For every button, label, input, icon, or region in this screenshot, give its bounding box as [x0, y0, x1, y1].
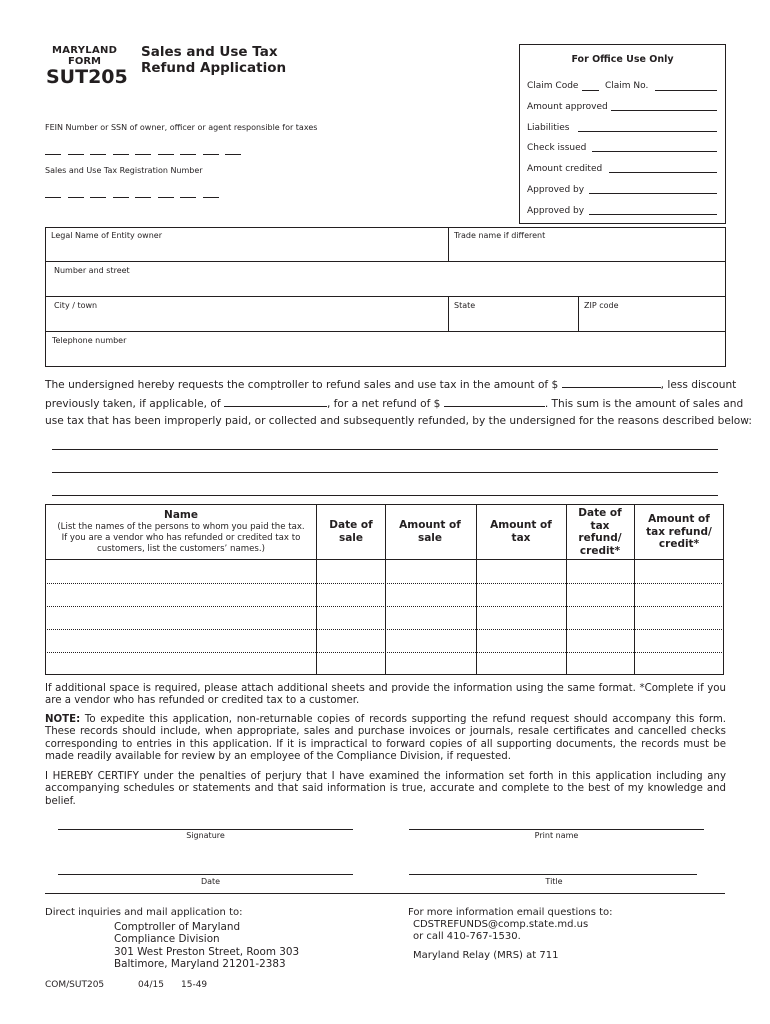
request-text: . This sum is the amount of sales and [544, 398, 744, 410]
request-line3: use tax that has been improperly paid, or collected and subsequently refunded, by the undersigned for the reasons described below: [45, 415, 752, 427]
fein-label: FEIN Number or SSN of owner, officer or agent responsible for taxes [45, 123, 318, 132]
reason-line[interactable] [52, 449, 718, 450]
net-refund-field[interactable] [444, 397, 545, 407]
amount-of-refund-header: Amount of tax refund/ credit* [646, 513, 712, 550]
table-row[interactable] [46, 607, 724, 628]
office-row-label: Approved by [527, 185, 585, 195]
form-title-line1: Sales and Use Tax [141, 44, 278, 60]
city-field[interactable] [46, 297, 447, 331]
fein-digit-fields[interactable] [45, 146, 247, 156]
revision-date: 04/15 [138, 980, 164, 990]
office-row-label: Amount approved [527, 102, 608, 112]
claim-code-field[interactable] [582, 90, 599, 91]
table-row[interactable] [46, 584, 724, 605]
trade-name-field[interactable] [449, 228, 725, 261]
records-note [45, 714, 726, 763]
date-of-refund-header: Date of tax refund/ credit* [578, 507, 622, 557]
check-issued-field[interactable] [592, 151, 717, 152]
request-line2 [45, 397, 744, 410]
title-label: Title [545, 877, 563, 886]
office-use-title: For Office Use Only [571, 54, 674, 65]
office-use-box [519, 44, 726, 224]
request-text: previously taken, if applicable, of [45, 398, 221, 410]
reason-line[interactable] [52, 495, 718, 496]
amount-credited-field[interactable] [609, 172, 717, 173]
office-row-label: Approved by [527, 206, 585, 216]
zip-field[interactable] [579, 297, 725, 331]
request-text: , for a net refund of $ [326, 398, 441, 410]
mail-heading: Direct inquiries and mail application to: [45, 907, 243, 918]
additional-space-note: If additional space is required, please attach additional sheets and provide the information using the same format. *Complete if you are a vendor who has refunded or credited tax to a customer. [45, 683, 726, 707]
note-label: NOTE: [45, 714, 81, 725]
email-heading: For more information email questions to: [408, 907, 613, 918]
refund-amount-field[interactable] [562, 378, 661, 388]
address-line: Compliance Division [114, 933, 220, 946]
date-of-sale-header: Date of sale [329, 519, 373, 544]
title-field[interactable] [409, 874, 697, 875]
mailing-address [114, 921, 299, 970]
zip-label: ZIP code [584, 301, 619, 310]
phone-text: or call 410-767-1530. [413, 931, 521, 942]
office-row-label: Check issued [527, 143, 587, 153]
telephone-label: Telephone number [52, 336, 127, 345]
email-link[interactable]: CDSTREFUNDS@comp.state.md.us [413, 919, 589, 930]
claim-code-label: Claim Code [527, 81, 579, 91]
name-header: Name [164, 509, 198, 521]
table-row[interactable] [46, 560, 724, 582]
request-line1 [45, 378, 735, 391]
request-text: , less discount [660, 379, 737, 391]
amount-of-tax-header: Amount of tax [490, 519, 552, 544]
liabilities-field[interactable] [578, 131, 717, 132]
street-label: Number and street [54, 266, 130, 275]
amount-of-sale-header: Amount of sale [399, 519, 461, 544]
approved-by-field[interactable] [589, 193, 717, 194]
trade-name-label: Trade name if different [454, 231, 546, 240]
print-name-label: Print name [534, 831, 579, 840]
certification-text: I HEREBY CERTIFY under the penalties of perjury that I have examined the information set forth in this application including any accompanying schedules or statements and that said information is true, accurate and complete to the best of my knowledge and belief. [45, 771, 726, 807]
address-line: Baltimore, Maryland 21201-2383 [114, 957, 286, 970]
reason-line[interactable] [52, 472, 718, 473]
state-label: State [454, 301, 476, 310]
form-number: SUT205 [46, 66, 128, 88]
amount-approved-field[interactable] [611, 110, 717, 111]
date-label: Date [200, 877, 221, 886]
city-label: City / town [54, 301, 98, 310]
office-row-label: Amount credited [527, 164, 603, 174]
street-field[interactable] [46, 262, 725, 296]
legal-name-label: Legal Name of Entity owner [51, 231, 162, 240]
telephone-field[interactable] [46, 332, 725, 366]
print-name-field[interactable] [409, 829, 704, 830]
request-text: The undersigned hereby requests the comptroller to refund sales and use tax in the amount of $ [45, 379, 559, 391]
form-title-line2: Refund Application [141, 60, 287, 76]
address-line: 301 West Preston Street, Room 303 [114, 945, 300, 958]
state-field[interactable] [449, 297, 577, 331]
approved-by-field[interactable] [589, 214, 717, 215]
name-description: (List the names of the persons to whom you paid the tax. If you are a vendor who has refunded or credited tax to customers, list the customers’ names.) [57, 522, 305, 554]
signature-field[interactable] [58, 829, 353, 830]
claim-no-label: Claim No. [605, 81, 649, 91]
date-field[interactable] [58, 874, 353, 875]
registration-digit-fields[interactable] [45, 189, 225, 199]
table-row[interactable] [46, 653, 724, 674]
note-text: To expedite this application, non-returnable copies of records supporting the refund request should accompany this form. These records should include, when appropriate, sales and purchase invoices or journals, resale certificates and cancelled checks corresponding to entries in this application. If it is impractical to forward copies of all supporting documents, the records must be made readily available for review by an employee of the Compliance Division, if requested. [45, 714, 726, 762]
address-line: Comptroller of Maryland [114, 921, 241, 933]
form-sequence: 15-49 [181, 980, 208, 990]
relay-text: Maryland Relay (MRS) at 711 [413, 950, 559, 961]
table-row[interactable] [46, 630, 724, 651]
name-column-header [46, 508, 316, 555]
claim-code-row [527, 81, 578, 91]
signature-label: Signature [186, 831, 225, 840]
registration-label: Sales and Use Tax Registration Number [45, 166, 203, 175]
discount-field[interactable] [224, 397, 327, 407]
legal-name-field[interactable] [46, 228, 447, 261]
form-word: FORM [68, 56, 101, 67]
office-row-label: Liabilities [527, 123, 570, 133]
form-code: COM/SUT205 [45, 980, 105, 990]
state-label: MARYLAND [52, 45, 118, 56]
claim-no-field[interactable] [655, 90, 717, 91]
footer-divider [45, 893, 725, 894]
